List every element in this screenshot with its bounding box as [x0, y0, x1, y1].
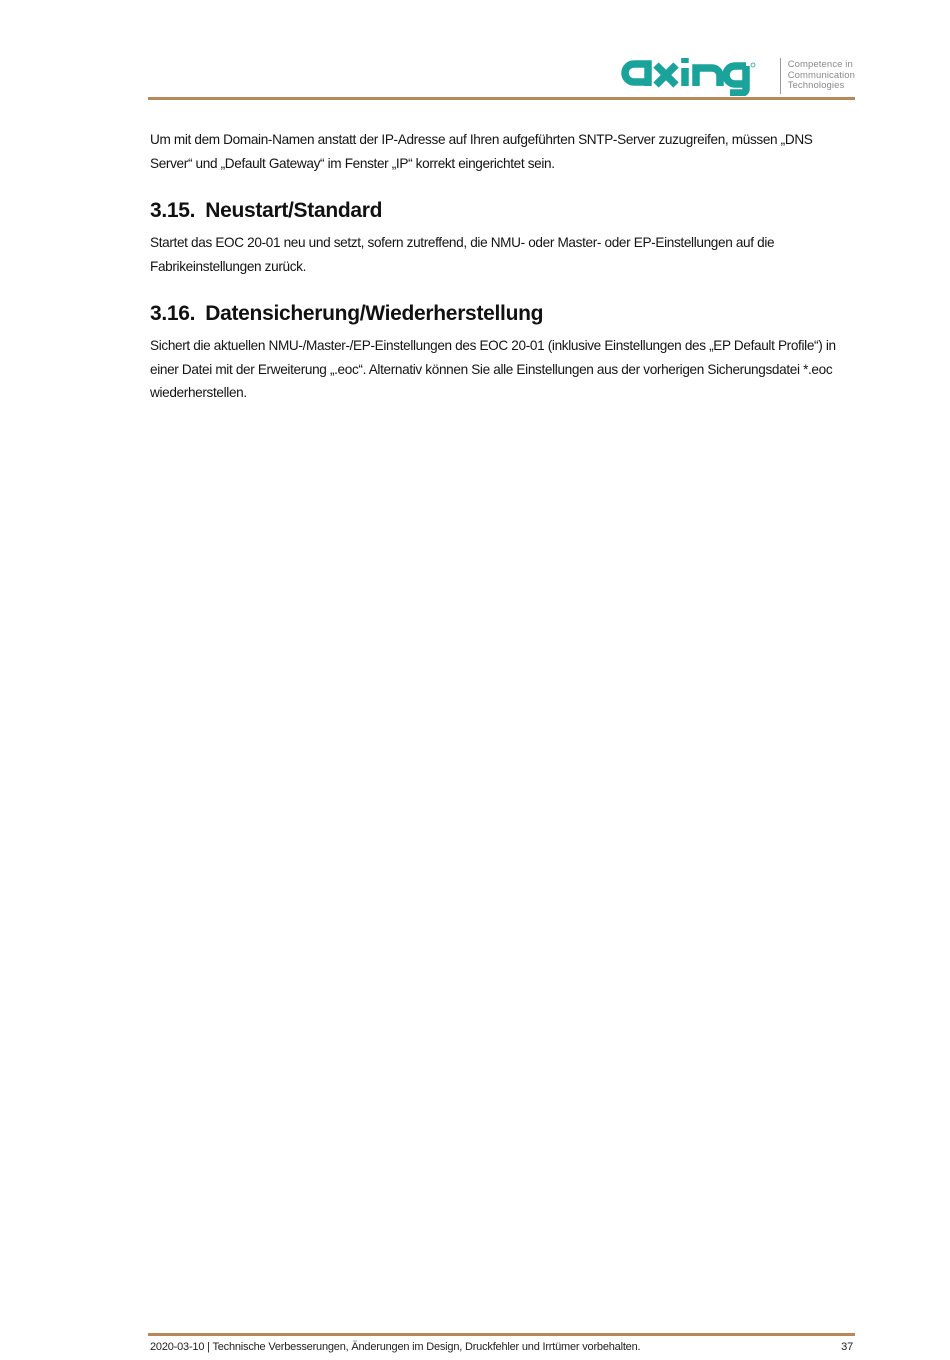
- section-number: 3.15.: [150, 199, 196, 222]
- section-title: Datensicherung/Wiederherstellung: [205, 302, 544, 325]
- intro-paragraph: Um mit dem Domain-Namen anstatt der IP-Adresse auf Ihren aufgeführten SNTP-Server zuzugreifen, müssen „DNS Server“ und „Default Gateway“ im Fenster „IP“ korrekt eingerichtet sein.: [150, 132, 813, 171]
- section-number: 3.16.: [150, 302, 196, 325]
- section-heading-3-15: [150, 197, 855, 225]
- logo-tagline: [788, 60, 855, 92]
- tagline-line: Competence in: [787, 59, 853, 71]
- page-footer: [150, 1339, 853, 1355]
- page-header: [148, 52, 855, 102]
- page-content: [150, 128, 855, 405]
- logo-separator: [780, 58, 781, 94]
- section-heading-3-16: [150, 300, 855, 328]
- tagline-line: Communication: [787, 69, 855, 81]
- tagline-line: Technologies: [787, 80, 845, 92]
- section-paragraph: Sichert die aktuellen NMU-/Master-/EP-Einstellungen des EOC 20-01 (inklusive Einstellungen des „EP Default Profile“) in einer Datei mit der Erweiterung „.eoc“. Alternativ können Sie alle Einstellungen aus der vorherigen Sicherungsdatei *.eoc wiederherstellen.: [150, 338, 836, 400]
- axing-logo-icon: [618, 56, 774, 96]
- axing-logo: [618, 56, 855, 96]
- header-rule: [148, 97, 855, 100]
- section-paragraph: Startet das EOC 20-01 neu und setzt, sofern zutreffend, die NMU- oder Master- oder EP-Einstellungen auf die Fabrikeinstellungen zurück.: [150, 235, 775, 274]
- footer-rule: [148, 1333, 855, 1336]
- page-number: 37: [841, 1341, 853, 1353]
- footer-text: 2020-03-10 | Technische Verbesserungen, Änderungen im Design, Druckfehler und Irrtümer vorbehalten.: [150, 1341, 641, 1353]
- section-title: Neustart/Standard: [205, 199, 383, 222]
